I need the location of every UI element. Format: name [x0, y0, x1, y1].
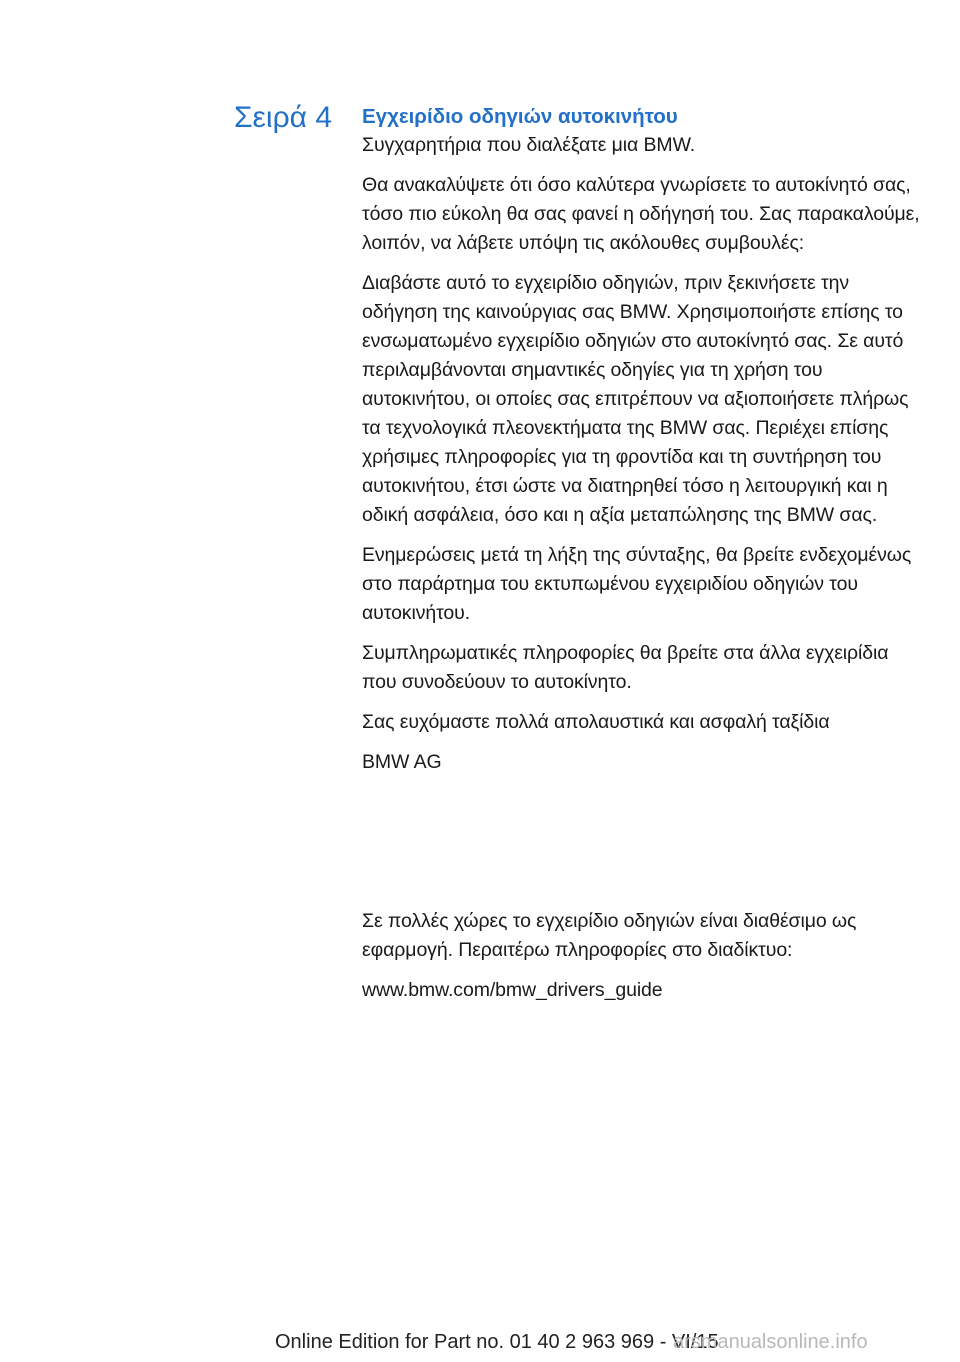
app-availability-block	[362, 907, 927, 1016]
footer-watermark: arsmanualsonline.info	[673, 1331, 868, 1353]
paragraph-read-manual: Διαβάστε αυτό το εγχειρίδιο οδηγιών, πριν ξεκινήσετε την οδήγηση της καινούργιας σας BMW. Χρησιμοποιήστε επίσης το ενσωματωμένο εγχειρίδιο οδηγιών στο αυτοκίνητό σας. Σε αυτό περιλαμβάνονται σημαντικές οδηγίες για τη χρήση του αυτοκινήτου, οι οποίες σας επιτρέπουν να αξιοποιήσετε πλήρως τα τεχνολογικά πλεονεκτήματα της BMW σας. Περιέχει επίσης χρήσιμες πληροφορίες για τη φροντίδα και τη συντήρηση του αυτοκινήτου, έτσι ώστε να διατηρηθεί τόσο η λειτουργική και η οδική ασφάλεια, όσο και η αξία μεταπώλησης της BMW σας.	[362, 272, 909, 526]
page-footer	[0, 1322, 960, 1358]
paragraph-congratulations: Συγχαρητήρια που διαλέξατε μια BMW.	[362, 134, 696, 156]
drivers-guide-url: www.bmw.com/bmw_drivers_guide	[362, 979, 663, 1001]
paragraph-additional-info: Συμπληρωματικές πληροφορίες θα βρείτε στα άλλα εγχειρίδια που συνοδεύουν το αυτοκίνητο.	[362, 642, 889, 693]
main-content	[362, 103, 927, 788]
series-title: Σειρά 4	[233, 101, 332, 134]
paragraph-updates: Ενημερώσεις μετά τη λήξη της σύνταξης, θα βρείτε ενδεχομένως στο παράρτημα του εκτυπωμένου εγχειριδίου οδηγιών του αυτοκινήτου.	[362, 544, 912, 624]
paragraph-app-availability: Σε πολλές χώρες το εγχειρίδιο οδηγιών είναι διαθέσιμο ως εφαρμογή. Περαιτέρω πληροφορίες στο διαδίκτυο:	[362, 910, 857, 961]
paragraph-intro: Θα ανακαλύψετε ότι όσο καλύτερα γνωρίσετε το αυτοκίνητό σας, τόσο πιο εύκολη θα σας φανεί η οδήγησή του. Σας παρακαλούμε, λοιπόν, να λάβετε υπόψη τις ακόλουθες συμβουλές:	[362, 174, 920, 254]
paragraph-wishes: Σας ευχόμαστε πολλά απολαυστικά και ασφαλή ταξίδια	[362, 711, 830, 733]
signature-bmw-ag: BMW AG	[362, 751, 442, 773]
footer-edition-text: Online Edition for Part no. 01 40 2 963 969 - VI/15	[275, 1331, 719, 1353]
document-title: Εγχειρίδιο οδηγιών αυτοκινήτου	[362, 105, 678, 128]
